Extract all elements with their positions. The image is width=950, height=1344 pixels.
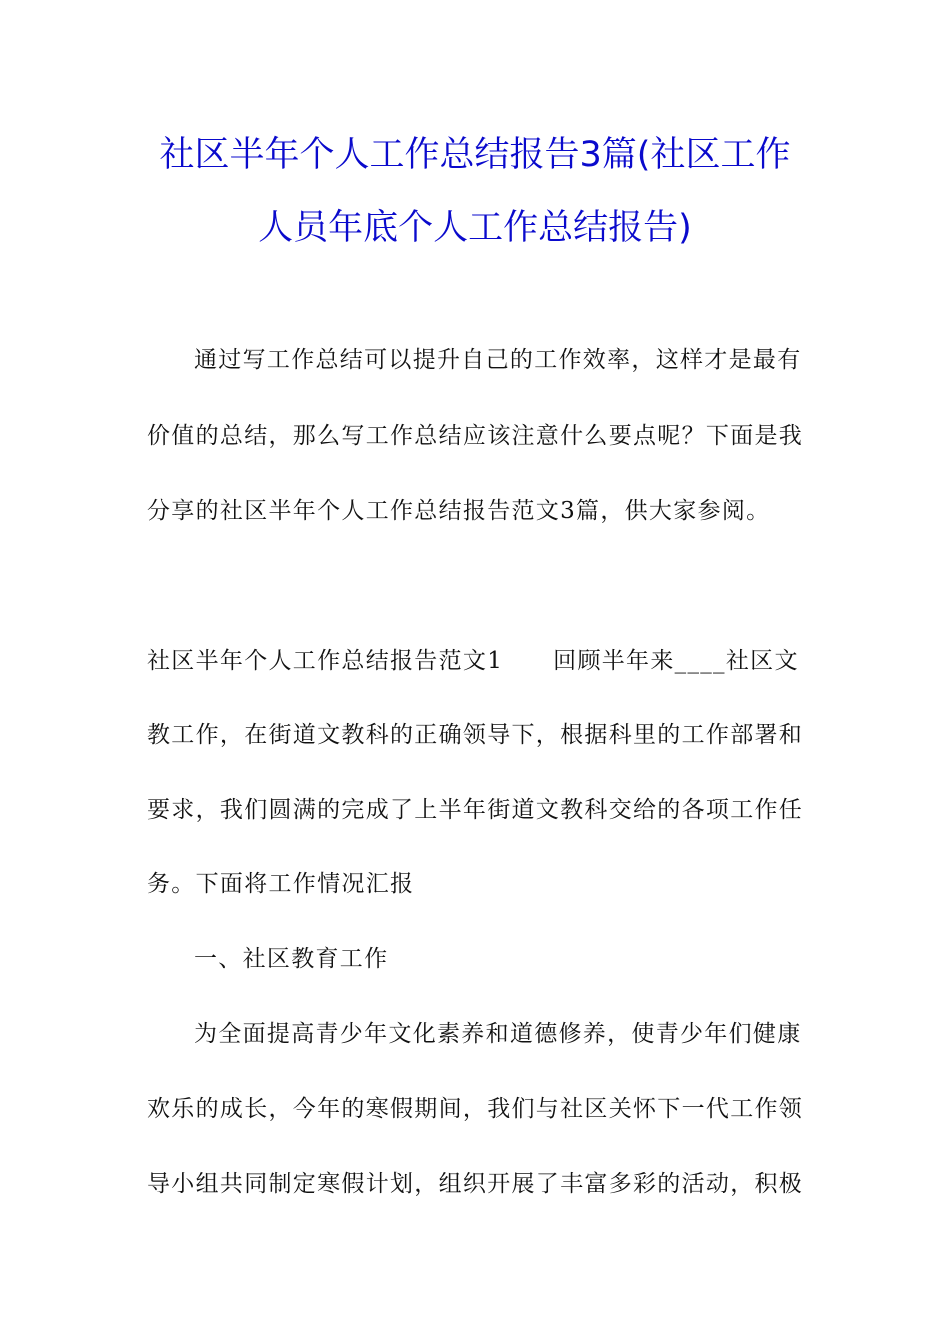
intro-line-2: 价值的总结，那么写工作总结应该注意什么要点呢？下面是我 <box>147 423 804 449</box>
para2-line-2: 欢乐的成长，今年的寒假期间，我们与社区关怀下一代工作领 <box>147 1096 804 1122</box>
section1-heading: 社区半年个人工作总结报告范文1 <box>147 648 504 674</box>
section1-lead: 回顾半年来____社区文 <box>553 648 799 674</box>
document-title-line-1: 社区半年个人工作总结报告3篇(社区工作 <box>159 135 791 175</box>
section1-line-3: 要求，我们圆满的完成了上半年街道文教科交给的各项工作任 <box>147 797 804 823</box>
section1-line-4: 务。下面将工作情况汇报 <box>147 871 415 897</box>
subheading-community-education: 一、社区教育工作 <box>194 946 389 972</box>
intro-line-1: 通过写工作总结可以提升自己的工作效率，这样才是最有 <box>194 347 802 373</box>
section1-first-line <box>147 646 817 676</box>
para2-line-1: 为全面提高青少年文化素养和道德修养，使青少年们健康 <box>194 1021 802 1047</box>
para2-line-3: 导小组共同制定寒假计划，组织开展了丰富多彩的活动，积极 <box>147 1171 804 1197</box>
section1-line-2: 教工作，在街道文教科的正确领导下，根据科里的工作部署和 <box>147 722 804 748</box>
intro-line-3: 分享的社区半年个人工作总结报告范文3篇，供大家参阅。 <box>147 498 771 524</box>
document-title-line-2: 人员年底个人工作总结报告) <box>258 208 692 248</box>
